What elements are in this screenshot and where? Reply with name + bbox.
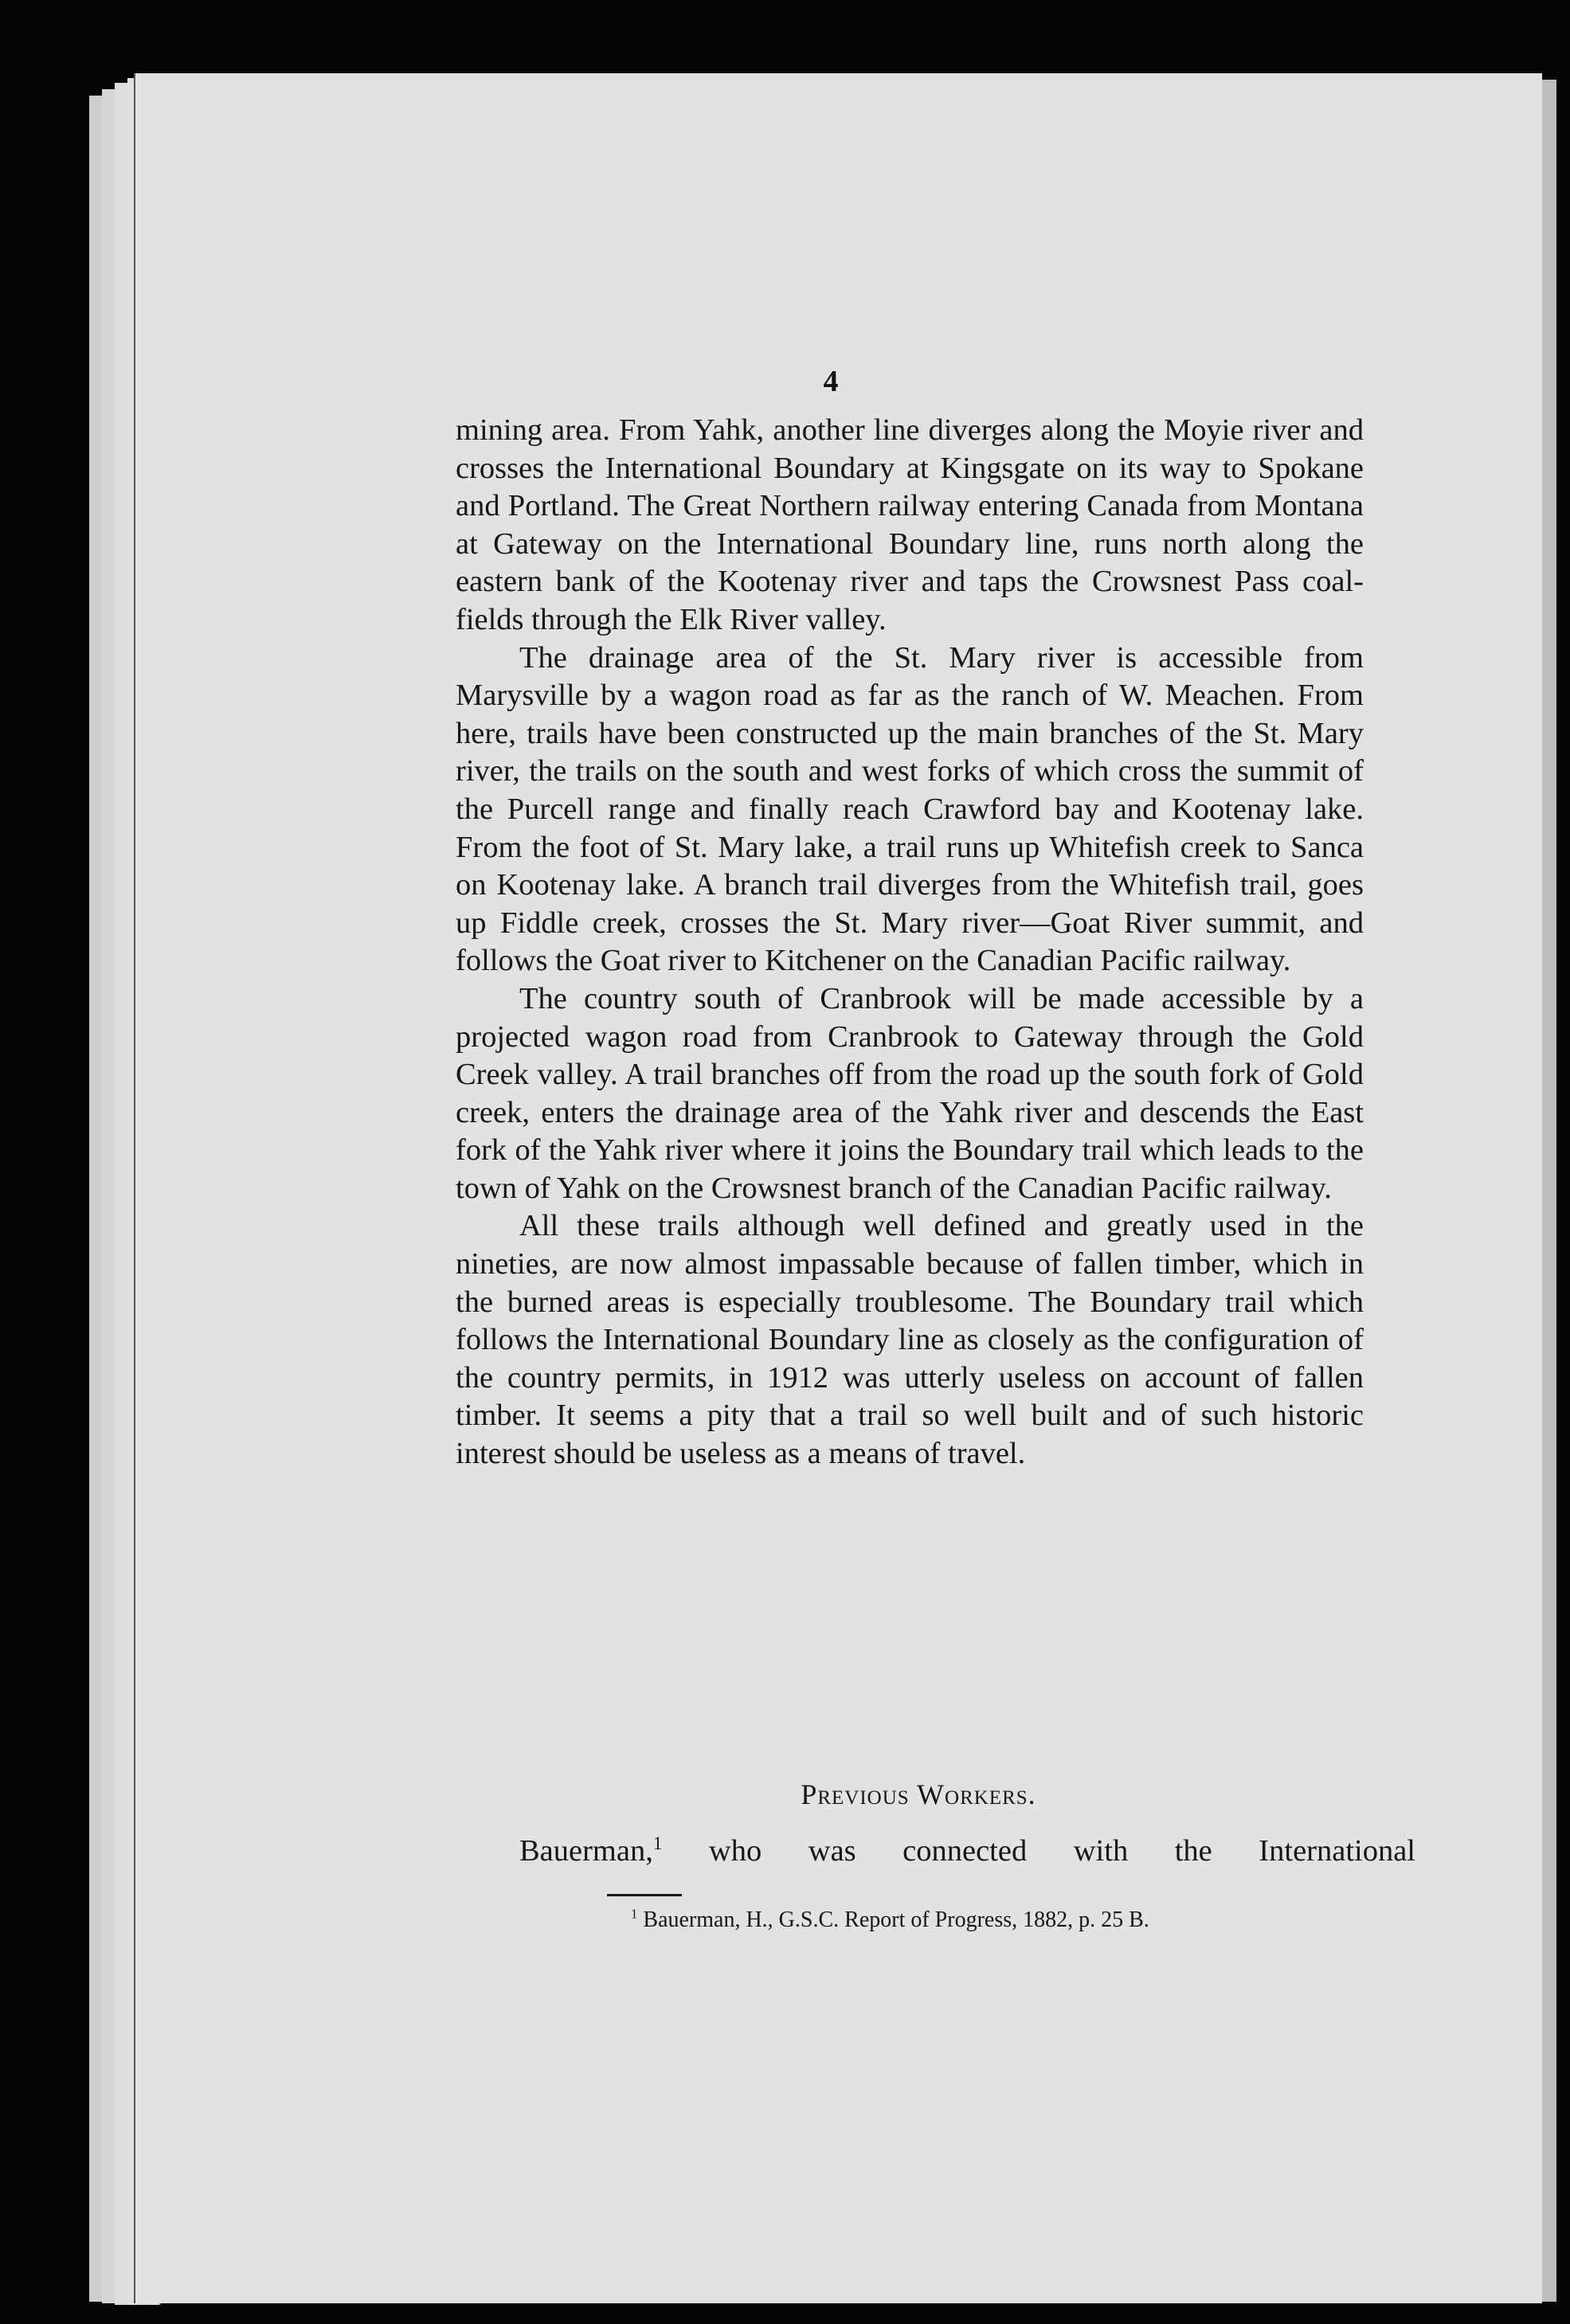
- page-number: 4: [823, 365, 839, 398]
- paragraph: The country south of Cranbrook will be made accessible by a projected wagon road from Cranbrook to Gateway through the Gold Creek valley. A trail branches off from the road up the south fork of Gold creek, enters the drainage area of the Yahk river and descends the East fork of the Yahk river where it joins the Boundary trail which leads to the town of Yahk on the Crowsnest branch of the Canadian Pacific railway.: [456, 981, 1364, 1205]
- footnote-divider: [607, 1894, 682, 1896]
- footnote-mark: 1: [652, 1833, 663, 1854]
- footnote-text: Bauerman, H., G.S.C. Report of Progress, 1882, p. 25 B.: [637, 1907, 1149, 1932]
- paragraph-text: who was connected with the International: [662, 1834, 1415, 1868]
- footnote: [631, 1907, 1149, 1933]
- body-text: [456, 412, 1364, 1473]
- book-page: [134, 73, 1542, 2303]
- author-name: Bauerman,: [519, 1834, 653, 1868]
- paragraph: [519, 1833, 1415, 1871]
- footnote-mark: 1: [631, 1906, 638, 1922]
- paragraph: The drainage area of the St. Mary river is accessible from Marysville by a wagon road as far as the ranch of W. Meachen. From here, trails have been constructed up the main branches of the St. Mary river, the trails on the south and west forks of which cross the summit of the Purcell range and finally reach Crawford bay and Kootenay lake. From the foot of St. Mary lake, a trail runs up Whitefish creek to Sanca on Kootenay lake. A branch trail diverges from the Whitefish trail, goes up Fiddle creek, crosses the St. Mary river—Goat River summit, and follows the Goat river to Kitchener on the Canadian Pacific railway.: [456, 640, 1364, 978]
- section-heading: Previous Workers.: [801, 1778, 1036, 1810]
- paragraph: All these trails although well defined and greatly used in the nineties, are now almost impassable because of fallen timber, which in the burned areas is especially troublesome. The Boundary trail which follows the International Boundary line as closely as the configuration of the country permits, in 1912 was utterly useless on account of fallen timber. It seems a pity that a trail so well built and of such historic interest should be useless as a means of travel.: [456, 1209, 1364, 1471]
- paragraph: mining area. From Yahk, another line diverges along the Moyie river and crosses the International Boundary at Kingsgate on its way to Spokane and Portland. The Great Northern railway entering Canada from Montana at Gateway on the International Boundary line, runs north along the eastern bank of the Kootenay river and taps the Crowsnest Pass coal-fields through the Elk River valley.: [456, 413, 1364, 636]
